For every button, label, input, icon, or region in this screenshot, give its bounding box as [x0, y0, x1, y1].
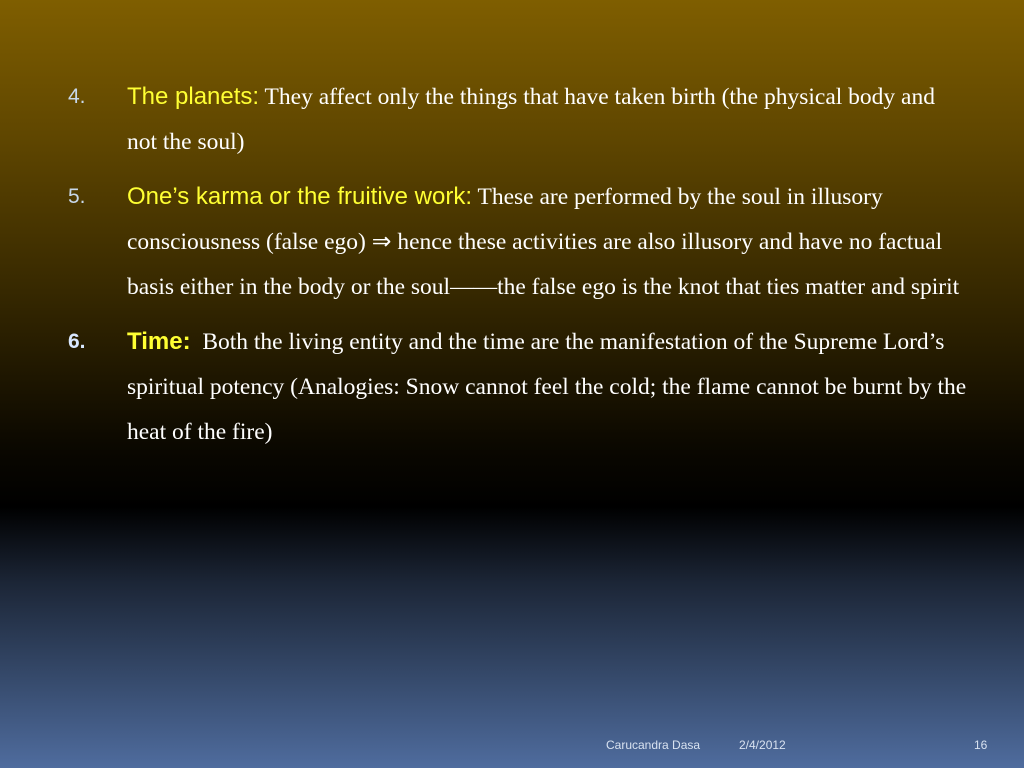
item-body: They affect only the things that have taken birth (the physical body and not the soul) — [127, 84, 935, 155]
item-label: Time: — [127, 328, 191, 355]
item-text — [127, 74, 968, 165]
item-number: 6. — [68, 330, 86, 353]
list-item-6 — [68, 319, 968, 455]
footer-page-number: 16 — [974, 738, 988, 752]
item-label: The planets: — [127, 83, 260, 110]
footer-author: Carucandra Dasa — [606, 738, 701, 752]
item-number: 4. — [68, 85, 86, 108]
footer-date: 2/4/2012 — [739, 738, 786, 752]
list-item-4 — [68, 74, 968, 165]
item-body: These are performed by the soul in illusory consciousness (false ego) — [127, 184, 883, 255]
item-label: One’s karma or the fruitive work: — [127, 183, 473, 210]
item-text — [127, 319, 968, 455]
item-body-end: the false ego is the knot that ties matter and spirit — [497, 274, 960, 300]
item-number: 5. — [68, 185, 86, 208]
item-text — [127, 174, 968, 310]
implies-arrow-icon: ⇒ — [371, 229, 392, 255]
item-body: Both the living entity and the time are the manifestation of the Supreme Lord’s spiritual potency (Analogies: Snow cannot feel the cold; the flame cannot be burnt by the heat of the fire) — [127, 329, 967, 445]
list-item-5 — [68, 174, 968, 310]
em-dash: —— — [450, 274, 498, 300]
slide-body — [68, 74, 968, 464]
item-body-continued: hence these activities are also illusory and have no factual basis either in the body or the soul — [127, 229, 943, 300]
